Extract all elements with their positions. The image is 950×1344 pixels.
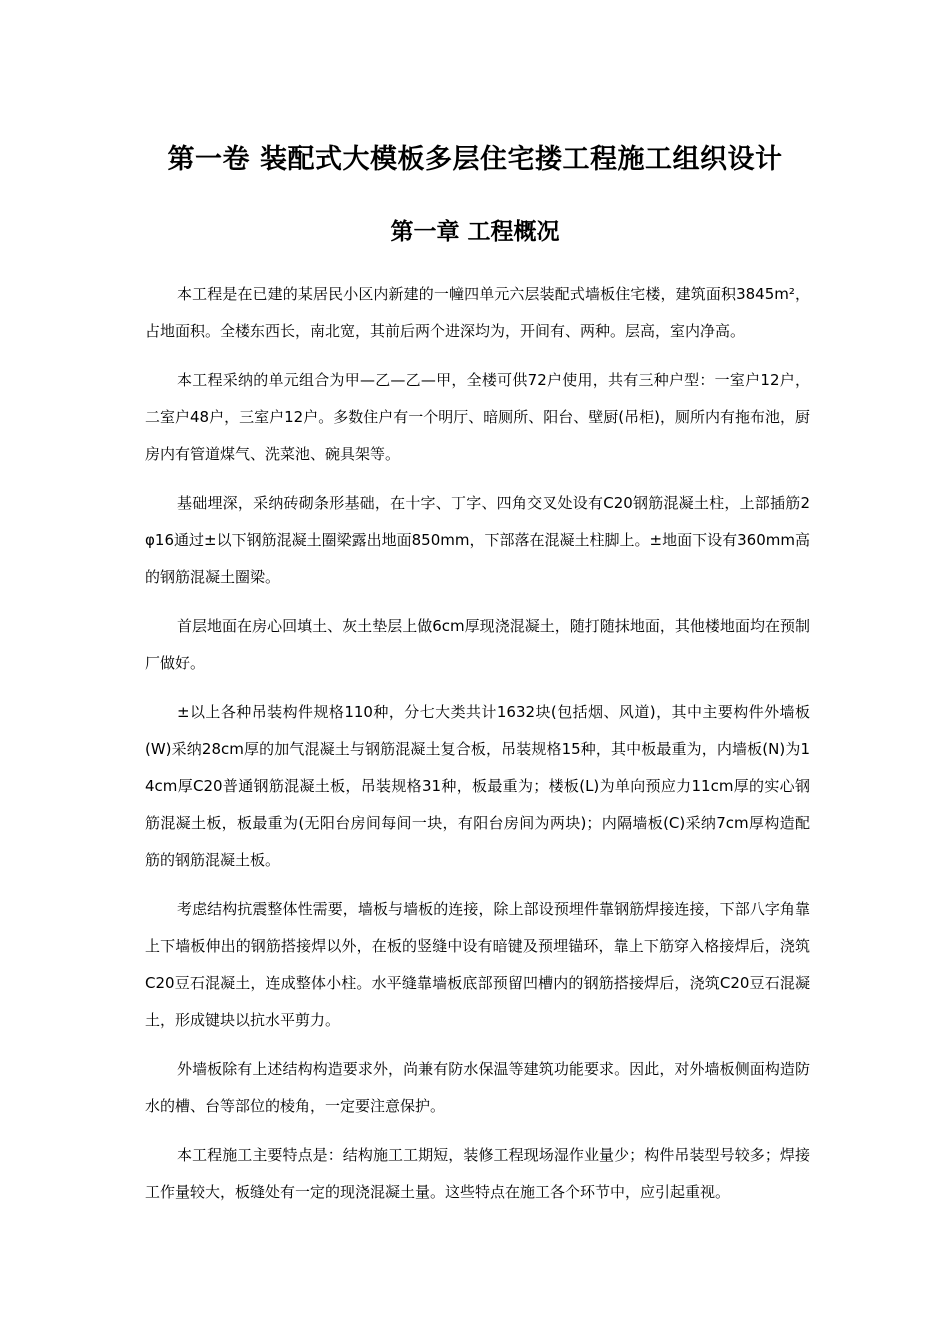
volume-title: 第一卷 装配式大模板多层住宅搂工程施工组织设计 xyxy=(167,144,783,175)
body-text xyxy=(145,276,810,1223)
chapter-title: 第一章 工程概况 xyxy=(390,219,560,245)
paragraph-project-overview: 本工程是在已建的某居民小区内新建的一幢四单元六层装配式墙板住宅楼，建筑面积3845m²，占地面积。全楼东西长，南北宽，其前后两个进深均为，开间有、两种。层高，室内净高。 xyxy=(145,285,810,340)
paragraph-ground-floor: 首层地面在房心回填土、灰土垫层上做6cm厚现浇混凝土，随打随抹地面，其他楼地面均在预制厂做好。 xyxy=(145,617,810,672)
paragraph-construction-features: 本工程施工主要特点是：结构施工工期短，装修工程现场湿作业量少；构件吊装型号较多；焊接工作量较大，板缝处有一定的现浇混凝土量。这些特点在施工各个环节中，应引起重视。 xyxy=(145,1146,810,1201)
paragraph-seismic-connection: 考虑结构抗震整体性需要，墙板与墙板的连接，除上部设预埋件靠钢筋焊接连接，下部八字角靠上下墙板伸出的钢筋搭接焊以外，在板的竖缝中设有暗键及预埋锚环，靠上下筋穿入格接焊后，浇筑C20豆石混凝土，连成整体小柱。水平缝靠墙板底部预留凹槽内的钢筋搭接焊后，浇筑C20豆石混凝土，形成键块以抗水平剪力。 xyxy=(145,900,810,1029)
paragraph-foundation: 基础埋深，采纳砖砌条形基础，在十字、丁字、四角交叉处设有C20钢筋混凝土柱，上部插筋2φ16通过±以下钢筋混凝土圈梁露出地面850mm，下部落在混凝土柱脚上。±地面下设有360mm高的钢筋混凝土圈梁。 xyxy=(145,494,810,586)
paragraph-prefab-components: ±以上各种吊装构件规格110种，分七大类共计1632块(包括烟、风道)，其中主要构件外墙板(W)采纳28cm厚的加气混凝土与钢筋混凝土复合板，吊装规格15种，其中板最重为，内墙板(N)为14cm厚C20普通钢筋混凝土板，吊装规格31种，板最重为；楼板(L)为单向预应力11cm厚的实心钢筋混凝土板，板最重为(无阳台房间每间一块，有阳台房间为两块)；内隔墙板(C)采纳7cm厚构造配筋的钢筋混凝土板。 xyxy=(145,703,810,869)
paragraph-exterior-wall: 外墙板除有上述结构构造要求外，尚兼有防水保温等建筑功能要求。因此，对外墙板侧面构造防水的槽、台等部位的棱角，一定要注意保护。 xyxy=(145,1060,810,1115)
paragraph-unit-composition: 本工程采纳的单元组合为甲—乙—乙—甲，全楼可供72户使用，共有三种户型：一室户12户，二室户48户，三室户12户。多数住户有一个明厅、暗厕所、阳台、壁厨(吊柜)，厕所内有拖布池，厨房内有管道煤气、洗菜池、碗具架等。 xyxy=(145,371,810,463)
